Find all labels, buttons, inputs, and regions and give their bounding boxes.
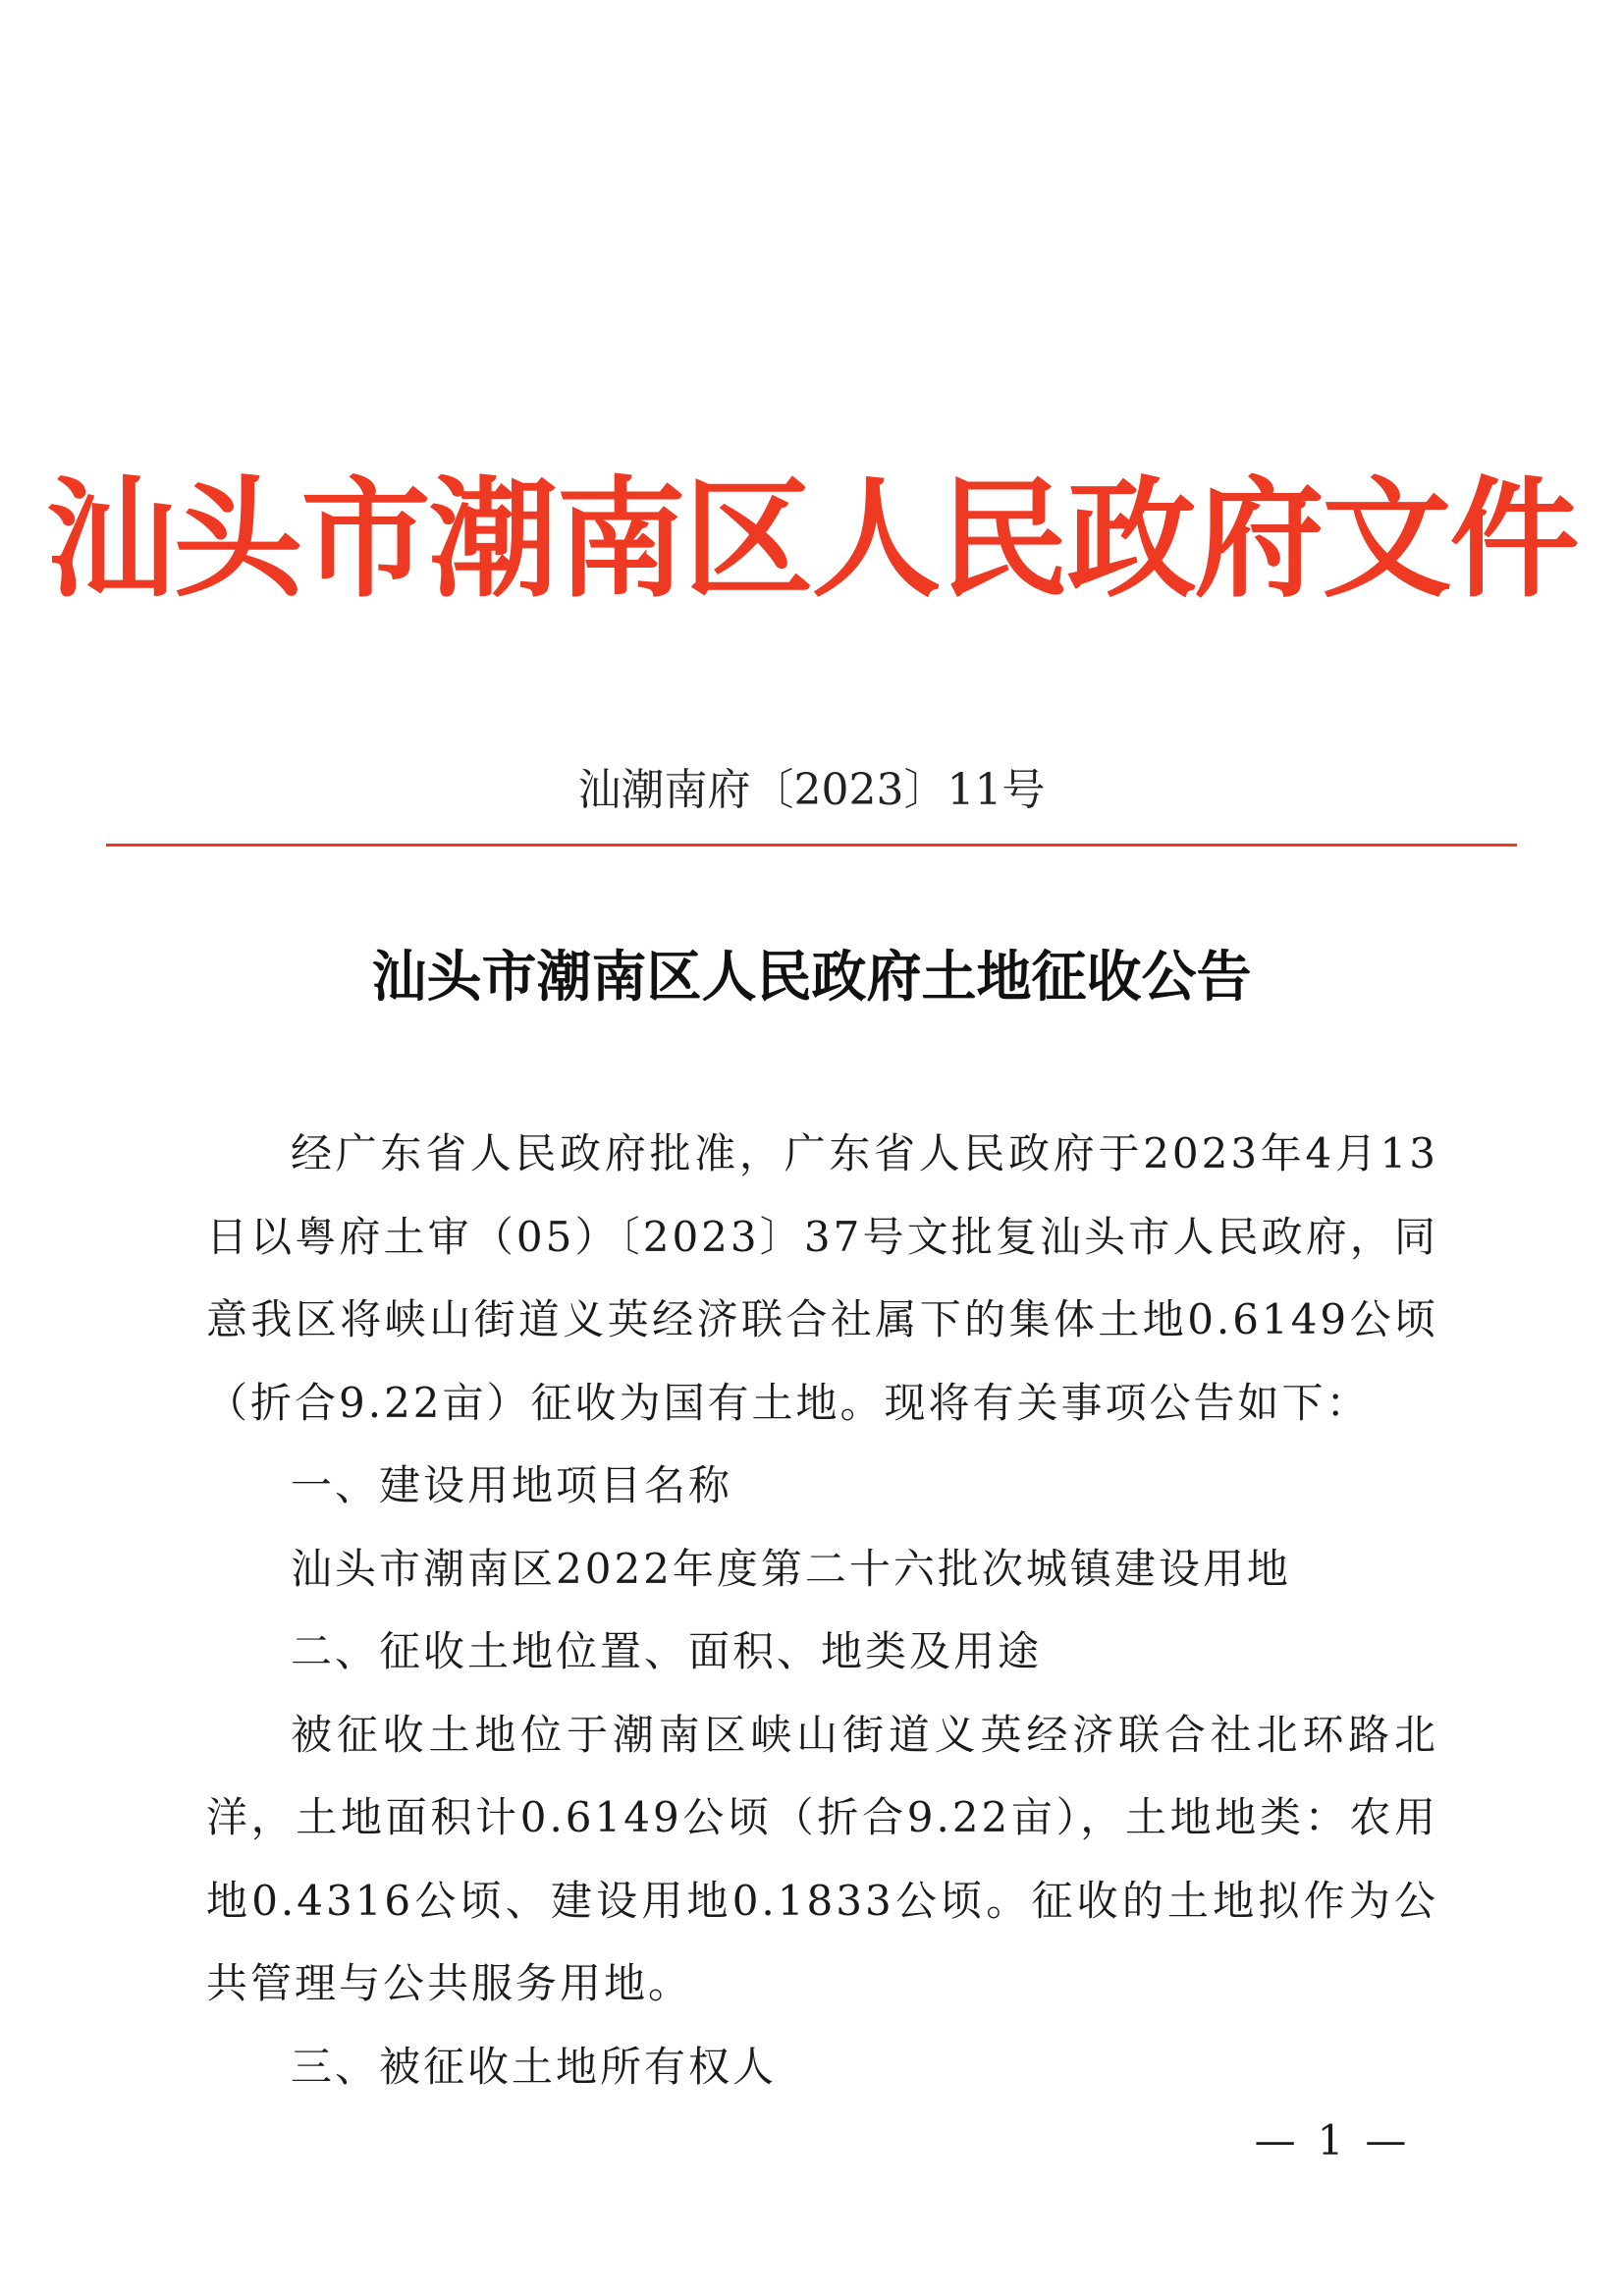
notice-title: 汕头市潮南区人民政府土地征收公告 <box>371 946 1252 1010</box>
page-dash-right: — <box>1365 2116 1407 2164</box>
page-number-footer <box>1232 2111 1429 2170</box>
red-divider <box>106 844 1517 847</box>
page-number: 1 <box>1317 2116 1344 2164</box>
document-header-title: 汕头市潮南区人民政府文件 <box>45 465 1578 616</box>
page-dash-left: — <box>1254 2116 1296 2164</box>
document-number: 汕潮南府〔2023〕11号 <box>577 765 1046 815</box>
paragraph-intro: 经广东省人民政府批准，广东省人民政府于2023年4月13日以粤府土审（05）〔2023〕37号文批复汕头市人民政府，同意我区将峡山街道义英经济联合社属下的集体土地0.6149公顷（折合9.22亩）征收为国有土地。现将有关事项公告如下： <box>206 1129 1438 1427</box>
notice-body <box>206 1113 1438 2108</box>
section-heading-land-owner: 三、被征收土地所有权人 <box>291 2042 778 2091</box>
section-heading-project-name: 一、建设用地项目名称 <box>291 1461 733 1509</box>
paragraph-project-name: 汕头市潮南区2022年度第二十六批次城镇建设用地 <box>291 1544 1291 1593</box>
paragraph-land-details: 被征收土地位于潮南区峡山街道义英经济联合社北环路北洋，土地面积计0.6149公顷（折合9.22亩），土地地类：农用地0.4316公顷、建设用地0.1833公顷。征收的土地拟作为公共管理与公共服务用地。 <box>206 1710 1438 2007</box>
section-heading-land-details: 二、征收土地位置、面积、地类及用途 <box>291 1627 1043 1675</box>
